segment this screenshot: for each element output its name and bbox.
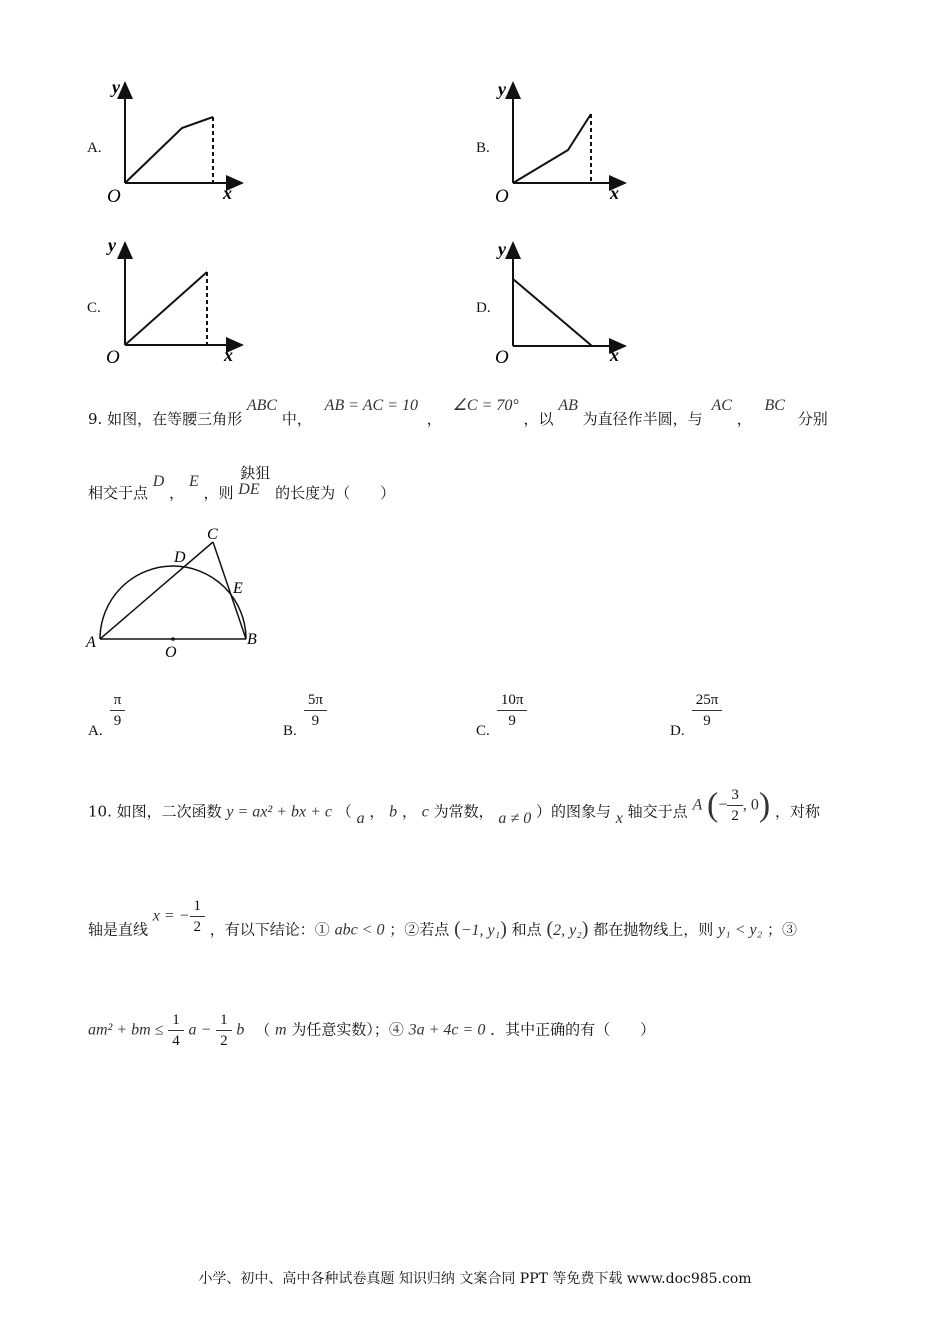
choice-label: B. (283, 723, 297, 739)
q9-stem-part: 相交于点 (88, 484, 149, 502)
coef-b: b (389, 803, 398, 821)
q9-stem-part: 为直径作半圆，与 (582, 410, 703, 428)
conclusion-2: y₁ < y₂ (718, 921, 763, 939)
q10-stem-part: ；③ (766, 920, 797, 939)
label-o: O (165, 644, 177, 661)
label-e: E (233, 580, 243, 597)
choice-numerator: 5π (304, 690, 327, 711)
option-d-label: D. (476, 300, 491, 316)
choice-numerator: π (110, 690, 126, 711)
point-d: D (152, 473, 165, 490)
x-axis-label: x (610, 183, 619, 203)
segment-ab: AB (558, 397, 578, 414)
symmetry-axis: x = − $\frac{1}{2}$ (153, 896, 205, 937)
q9-choice-b[interactable] (283, 690, 327, 739)
arc-de: DE (238, 481, 260, 498)
a-not-zero: a ≠ 0 (498, 809, 532, 827)
q9-stem-part: ， (736, 410, 752, 428)
q10-stem-part: ， (401, 802, 417, 821)
coef-a: a (356, 809, 365, 827)
semicircle-figure (80, 520, 280, 665)
q10-stem-part: 为常数， (433, 802, 494, 821)
q9-line1 (88, 397, 828, 429)
q10-stem-part: （ (255, 1020, 271, 1039)
var-m: m (274, 1021, 287, 1039)
conclusion-4: 3a + 4c = 0 (408, 1021, 486, 1039)
equation-ab-ac: AB = AC = 10 (324, 397, 418, 414)
q10-stem-part: 都在抛物线上，则 (593, 920, 714, 939)
origin-label: O (106, 347, 120, 368)
label-c: C (207, 526, 218, 543)
choice-denominator: 9 (508, 713, 516, 729)
choice-denominator: 9 (311, 713, 320, 729)
arc-symbol: 鈌狙 (240, 464, 271, 482)
conclusion-3-right: b (236, 1021, 245, 1039)
x-axis-label: x (610, 345, 619, 365)
choice-label: C. (476, 723, 490, 739)
origin-label: O (107, 186, 121, 205)
choice-numerator: 10π (497, 690, 528, 711)
coef-c: c (421, 803, 429, 821)
q9-stem-part: ，则 (203, 484, 234, 502)
option-b-label: B. (476, 140, 490, 156)
x-axis-label: x (223, 183, 232, 203)
segment-bc: BC (764, 397, 785, 414)
q10-line2: 轴是直线 x = − $\frac{1}{2}$ ，有以下结论：① abc < 0 ；②若点 (−1, y₁) 和点 (2, y₂) 都在抛物线上，则 y₁ < y₂ ；③ (88, 898, 797, 940)
q10-stem-part: ．其中正确的有（ ） (490, 1020, 656, 1039)
label-a: A (86, 634, 96, 651)
q9-choice-d[interactable] (670, 690, 722, 739)
q9-stem-part: ， (426, 410, 442, 428)
choice-denominator: 9 (113, 713, 122, 729)
page-footer: 小学、初中、高中各种试卷真题 知识归纳 文案合同 PPT 等免费下载 www.doc985.com (198, 1271, 752, 1287)
q9-stem-part: 的长度为（ ） (275, 484, 396, 502)
choice-label: A. (88, 723, 103, 739)
point-2: 2, y₂ (553, 921, 582, 939)
conclusion-3-left: am² + bm ≤ (88, 1021, 164, 1039)
graph-c (100, 233, 250, 368)
x-axis-label: x (224, 345, 233, 365)
y-axis-label: y (108, 235, 116, 255)
q10-stem-part: （ (336, 802, 352, 821)
q10-line3: am² + bm ≤ $\frac{1}{4}$ a − $\frac{1}{2}$ b （ m 为任意实数）；④ 3a + 4c = 0 ．其中正确的有（ ） (88, 1012, 656, 1049)
q10-stem-part: 为任意实数）；④ (291, 1020, 404, 1039)
conclusion-3-mid: a − (188, 1021, 212, 1039)
x-axis-var: x (615, 809, 623, 827)
graph-d (488, 233, 638, 368)
point-e: E (188, 473, 199, 490)
q10-stem-part: ）的图象与 (535, 802, 611, 821)
graph-a (100, 75, 250, 205)
q9-stem-part: 分别 (797, 410, 828, 428)
q9-line2 (88, 464, 396, 503)
q9-stem-part: ， (169, 484, 185, 502)
q9-choice-c[interactable] (476, 690, 527, 739)
choice-numerator: 25π (692, 690, 723, 711)
q9-stem-part: 9. 如图，在等腰三角形 (88, 410, 243, 428)
label-d: D (174, 549, 186, 566)
q9-stem-part: ，以 (523, 410, 554, 428)
option-a-label: A. (87, 140, 102, 156)
q9-choice-a[interactable] (88, 690, 125, 739)
q10-stem-part: ，对称 (775, 802, 821, 821)
origin-label: O (495, 186, 509, 205)
q10-stem-part: 轴是直线 (88, 920, 149, 939)
label-b: B (247, 631, 257, 648)
y-axis-label: y (498, 239, 506, 259)
y-axis-label: y (498, 79, 506, 99)
point-1: −1, y₁ (460, 921, 501, 939)
triangle-name: ABC (246, 397, 278, 414)
choice-denominator: 9 (703, 713, 711, 729)
origin-label: O (495, 347, 509, 368)
y-axis-label: y (112, 77, 120, 97)
q10-stem-part: ，有以下结论：① (209, 920, 330, 939)
option-c-label: C. (87, 300, 101, 316)
angle-c: ∠C = 70° (452, 397, 519, 414)
conclusion-1: abc < 0 (334, 921, 385, 939)
q10-stem-part: 轴交于点 (627, 802, 688, 821)
q10-stem-part: ， (369, 802, 385, 821)
q10-stem-part: 和点 (511, 920, 542, 939)
graph-b (488, 75, 638, 205)
q9-stem-part: 中， (281, 410, 312, 428)
quadratic-function: y = ax² + bx + c (226, 803, 332, 821)
q10-stem-part: ；②若点 (389, 920, 450, 939)
q10-stem-part: 10. 如图，二次函数 (88, 802, 222, 821)
point-a-coordinate: A (− $\frac{3}{2}$ , 0) (692, 786, 771, 824)
q10-line1 (88, 786, 821, 833)
segment-ac: AC (711, 397, 732, 414)
choice-label: D. (670, 723, 685, 739)
